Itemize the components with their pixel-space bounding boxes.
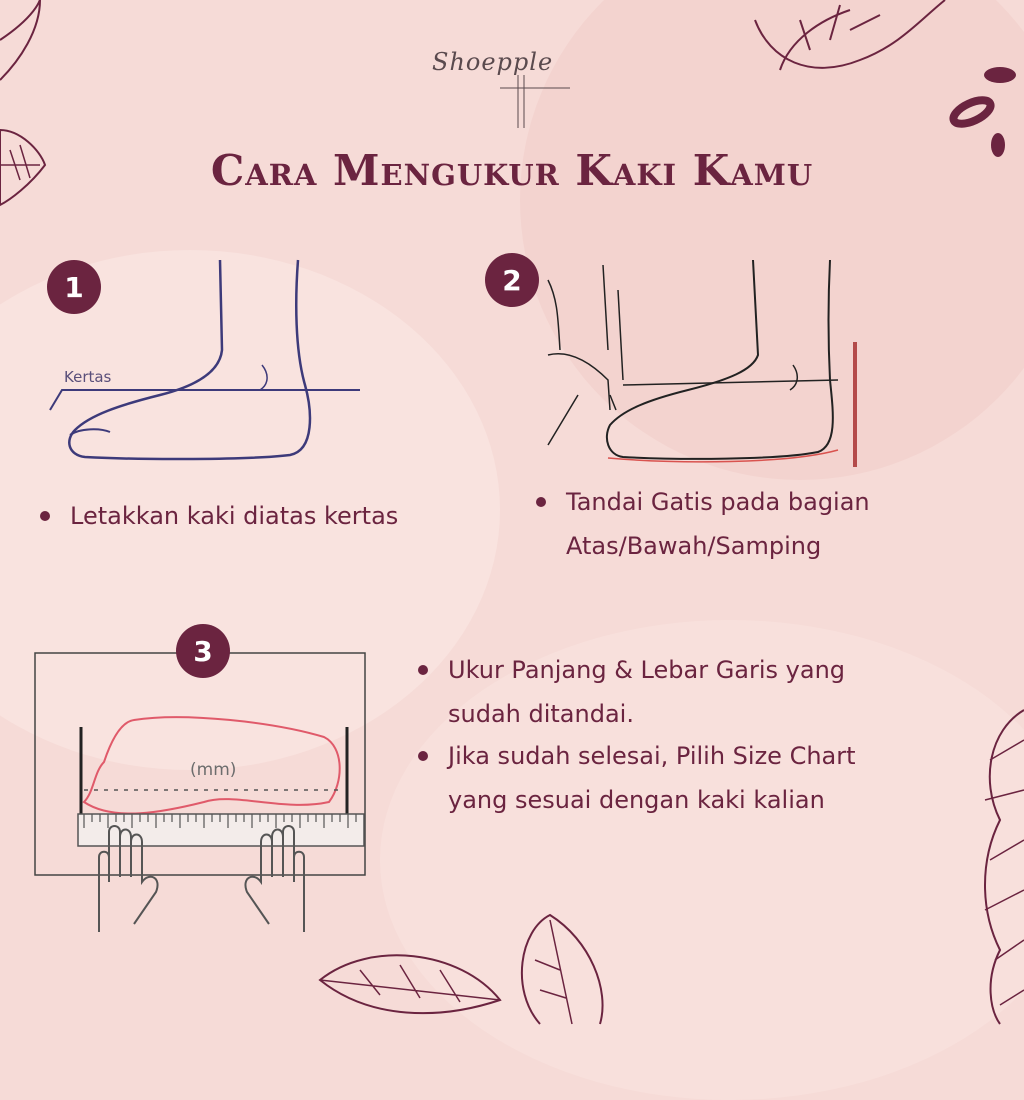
step-3-instruction-2 xyxy=(448,734,868,822)
brand-underline xyxy=(500,70,580,130)
leaf-decoration-icon xyxy=(950,60,1024,160)
bullet-dot xyxy=(40,511,50,521)
bullet-dot xyxy=(536,497,546,507)
step-3-instruction-1 xyxy=(448,648,868,736)
step-1-text: Letakkan kaki diatas kertas xyxy=(70,502,399,530)
brand-logo: Shoepple xyxy=(432,48,554,76)
leaf-decoration-icon xyxy=(970,700,1024,1024)
step-3-text-1: Ukur Panjang & Lebar Garis yang sudah ditandai. xyxy=(448,656,846,728)
step-2-instruction xyxy=(566,480,886,568)
step-2-text: Tandai Gatis pada bagian Atas/Bawah/Samping xyxy=(566,488,870,560)
step-2-badge: 2 xyxy=(485,253,539,307)
ruler-measure-illustration xyxy=(34,652,368,932)
marking-foot-illustration xyxy=(548,260,868,470)
mm-label: (mm) xyxy=(190,760,237,780)
leaf-decoration-icon xyxy=(750,0,950,90)
step-1-instruction xyxy=(70,494,450,538)
step-3-text-2: Jika sudah selesai, Pilih Size Chart yang sesuai dengan kaki kalian xyxy=(448,742,856,814)
step-3-badge: 3 xyxy=(176,624,230,678)
step-1-badge: 1 xyxy=(47,260,101,314)
paper-label: Kertas xyxy=(64,368,112,386)
foot-on-paper-illustration xyxy=(50,260,380,470)
page-title: Cara Mengukur Kaki Kamu xyxy=(210,146,814,195)
bullet-dot xyxy=(418,665,428,675)
bullet-dot xyxy=(418,751,428,761)
